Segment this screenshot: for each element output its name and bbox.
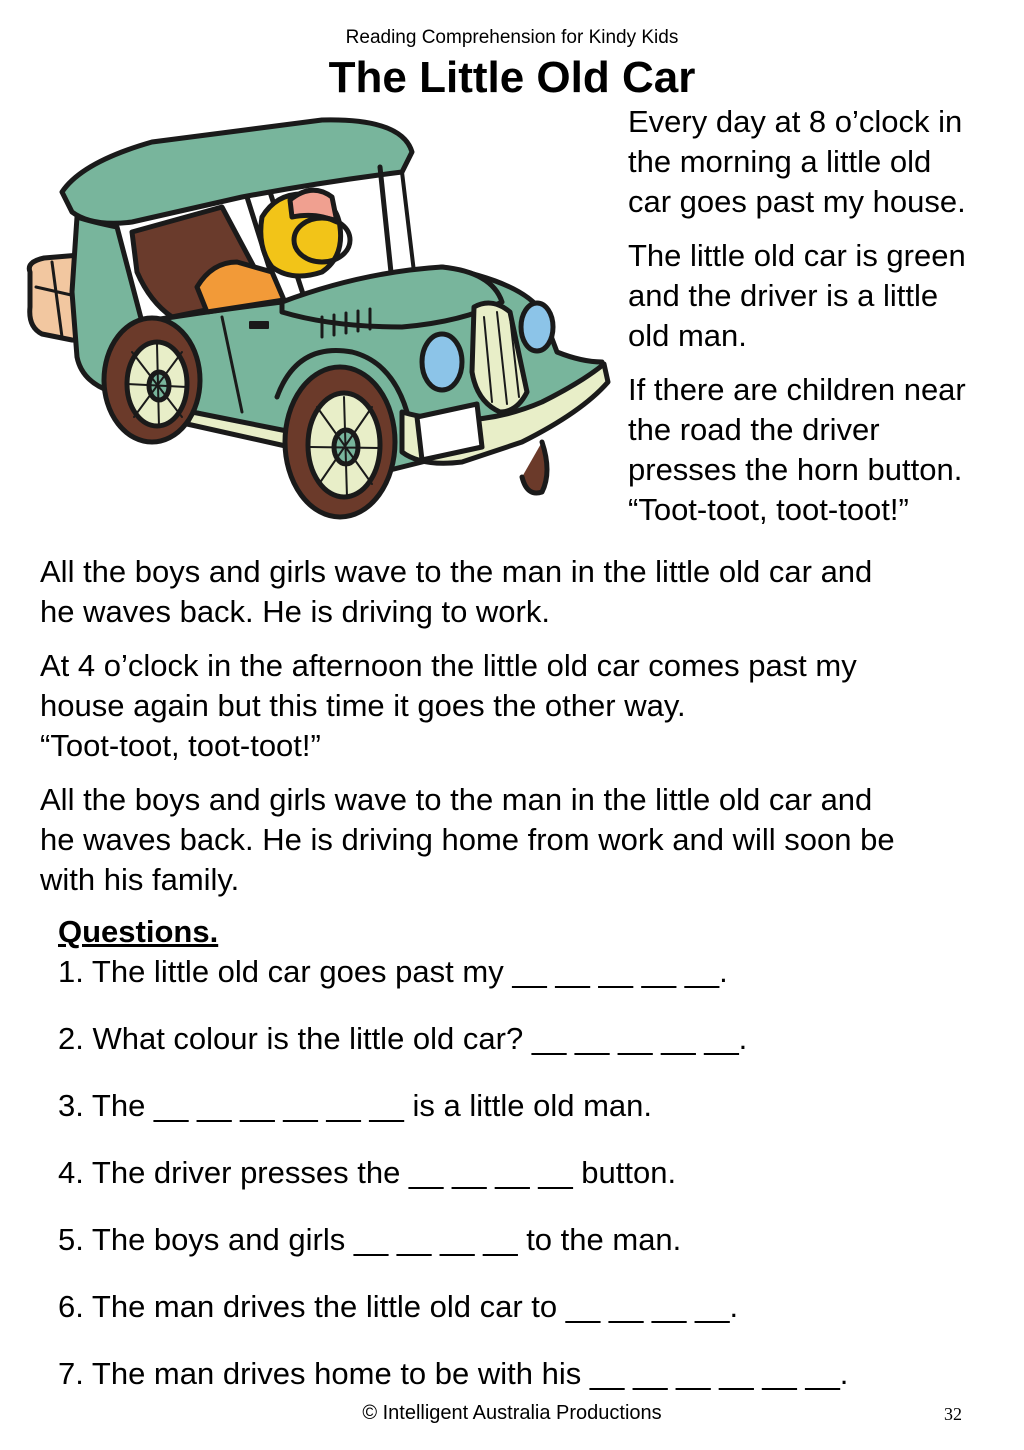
questions-heading: Questions. — [58, 914, 219, 949]
story-paragraph — [628, 102, 1018, 222]
rear-wheel — [104, 318, 200, 442]
story-paragraph — [40, 780, 1010, 900]
question-item: 5. The boys and girls __ __ __ __ to the man. — [58, 1222, 682, 1257]
story-paragraph — [628, 236, 1018, 356]
copyright-footer: © Intelligent Australia Productions — [362, 1402, 662, 1424]
story-paragraph — [40, 552, 1010, 632]
text-line: the morning a little old — [628, 144, 932, 179]
worksheet-series-title: Reading Comprehension for Kindy Kids — [345, 27, 679, 48]
text-line: the road the driver — [628, 412, 880, 447]
story-body — [40, 552, 1010, 914]
page-number: 32 — [944, 1404, 962, 1424]
text-line: “Toot-toot, toot-toot!” — [628, 492, 909, 527]
car-roof — [62, 120, 412, 223]
question-item: 4. The driver presses the __ __ __ __ button. — [58, 1155, 677, 1190]
driver-shirt — [197, 262, 284, 312]
text-line: car goes past my house. — [628, 184, 966, 219]
car-drawing — [29, 120, 608, 517]
text-line: and the driver is a little — [628, 278, 939, 313]
text-line: All the boys and girls wave to the man in the little old car and — [40, 782, 873, 817]
questions-section — [58, 912, 998, 1394]
text-line: presses the horn button. — [628, 452, 963, 487]
license-plate — [417, 404, 482, 460]
text-line: he waves back. He is driving to work. — [40, 594, 550, 629]
question-item: 6. The man drives the little old car to __ __ __ __. — [58, 1289, 739, 1324]
text-line: he waves back. He is driving home from work and will soon be — [40, 822, 895, 857]
text-line: “Toot-toot, toot-toot!” — [40, 728, 321, 763]
story-intro — [628, 102, 1018, 544]
story-paragraph — [628, 370, 1018, 530]
old-car-illustration — [22, 112, 612, 532]
text-line: Every day at 8 o’clock in — [628, 104, 963, 139]
text-line: old man. — [628, 318, 747, 353]
headlight-right — [521, 303, 553, 351]
text-line: If there are children near — [628, 372, 966, 407]
front-wheel — [285, 367, 395, 517]
text-line: house again but this time it goes the other way. — [40, 688, 686, 723]
text-line: The little old car is green — [628, 238, 966, 273]
story-paragraph — [40, 646, 1010, 766]
question-item: 2. What colour is the little old car? __ __ __ __ __. — [58, 1021, 748, 1056]
text-line: with his family. — [40, 862, 240, 897]
text-line: All the boys and girls wave to the man in the little old car and — [40, 554, 873, 589]
question-item: 1. The little old car goes past my __ __ __ __ __. — [58, 954, 728, 989]
text-line: At 4 o’clock in the afternoon the little old car comes past my — [40, 648, 857, 683]
headlight-left — [422, 334, 462, 390]
question-item: 3. The __ __ __ __ __ __ is a little old man. — [58, 1088, 652, 1123]
page-title: The Little Old Car — [328, 53, 696, 102]
question-item: 7. The man drives home to be with his __ __ __ __ __ __. — [58, 1356, 849, 1391]
